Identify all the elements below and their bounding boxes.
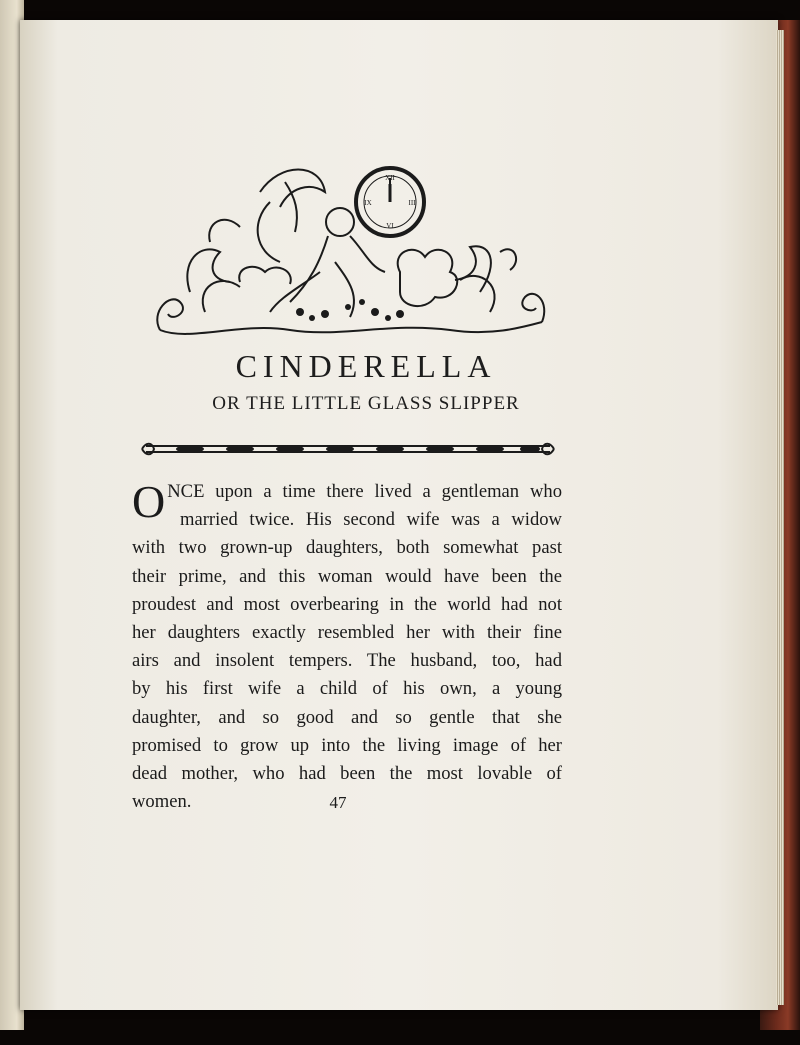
text-line: proudest and most overbearing in the world had not bbox=[132, 593, 562, 615]
story-title: CINDERELLA bbox=[235, 348, 497, 384]
text-line: by his first wife a child of his own, a young bbox=[132, 678, 562, 700]
story-subtitle: OR THE LITTLE GLASS SLIPPER bbox=[212, 393, 520, 414]
page-edges bbox=[776, 30, 784, 1005]
text-line: promised to grow up into the living image of her bbox=[132, 734, 562, 756]
book-page bbox=[20, 20, 778, 1010]
clock-numeral: III bbox=[408, 199, 416, 207]
text-line: her daughters exactly resembled her with their fine bbox=[132, 622, 562, 644]
text-line: airs and insolent tempers. The husband, too, had bbox=[132, 650, 562, 672]
text-line: dead mother, who had been the most lovable of bbox=[132, 763, 562, 785]
text-line: women. bbox=[132, 791, 192, 813]
text-line: married twice. His second wife was a widow bbox=[180, 509, 562, 531]
story-paragraph bbox=[132, 478, 562, 816]
ornamental-rule bbox=[140, 438, 556, 460]
text-line: daughter, and so good and so gentle that she bbox=[132, 706, 562, 728]
clock-numeral: XII bbox=[385, 174, 395, 182]
clock-numeral: VI bbox=[386, 222, 394, 230]
text-line: NCE upon a time there lived a gentleman who bbox=[167, 481, 562, 502]
clock-icon bbox=[356, 168, 424, 236]
clock-numeral: IX bbox=[364, 199, 372, 207]
text-line: their prime, and this woman would have been the bbox=[132, 565, 562, 587]
page-number: 47 bbox=[329, 793, 347, 812]
text-line: with two grown-up daughters, both somewhat past bbox=[132, 537, 562, 559]
cherub-clock-vignette bbox=[150, 152, 550, 342]
drop-cap: O bbox=[132, 476, 166, 527]
